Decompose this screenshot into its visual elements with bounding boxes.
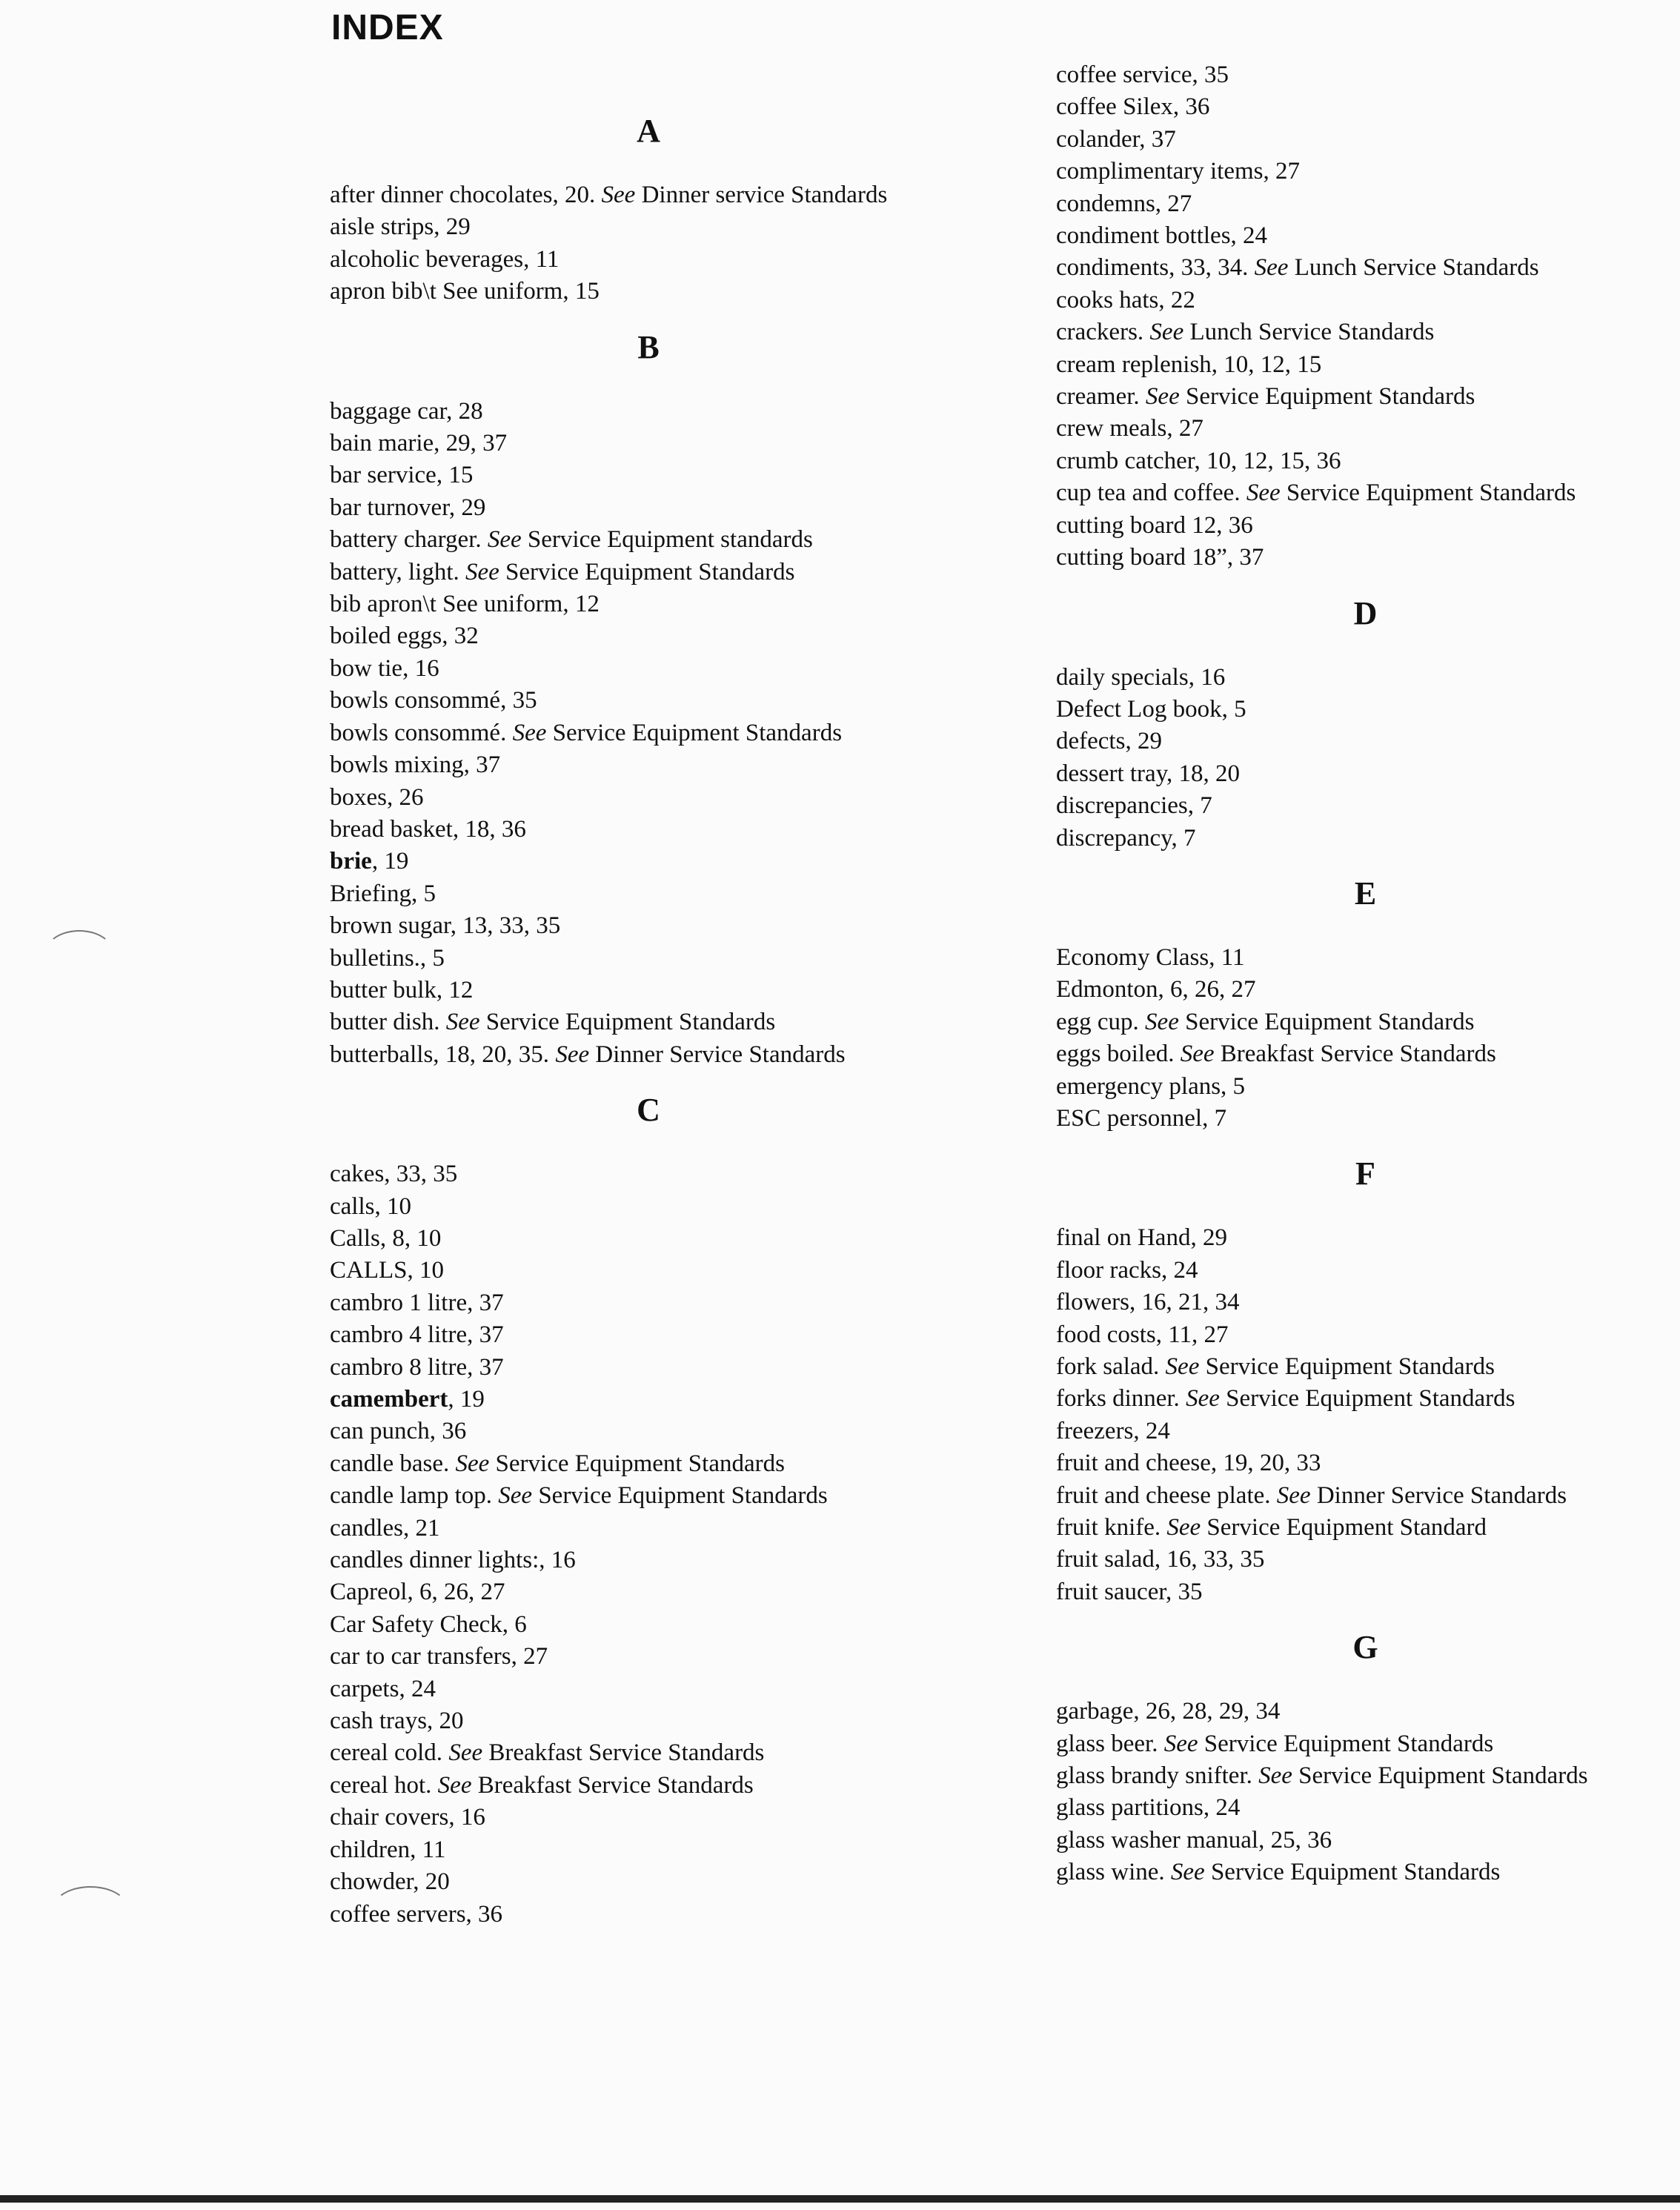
entry-text: glass washer manual, 25, 36 [1056,1826,1332,1854]
index-entry [1056,1103,1675,1135]
index-entry [1056,188,1675,220]
index-entry [1056,1416,1675,1447]
index-entry [330,1287,967,1319]
index-entry [330,276,967,308]
entry-text: crew meals, 27 [1056,415,1203,442]
index-entry [330,943,967,975]
entry-text: bow tie, 16 [330,654,439,682]
index-entry [330,211,967,243]
entry-text: bowls consommé, 35 [330,687,537,714]
entry-text: candle lamp top. [330,1482,499,1510]
entry-text: garbage, 26, 28, 29, 34 [1056,1698,1281,1725]
index-entry [1056,1447,1675,1479]
index-entry [330,179,967,211]
index-entry [330,1899,967,1931]
entry-text: carpets, 24 [330,1675,436,1702]
reference-target: Service Equipment Standards [499,558,795,585]
entry-text: glass brandy snifter. [1056,1762,1259,1790]
index-entry [330,244,967,276]
reference-target: Service Equipment Standards [1198,1730,1494,1757]
entry-text: freezers, 24 [1056,1417,1170,1444]
reference-target: Service Equipment Standards [1179,383,1475,411]
entry-text: forks dinner. [1056,1385,1186,1413]
index-entry [330,1609,967,1641]
entry-text: Edmonton, 6, 26, 27 [1056,976,1256,1003]
see-reference: See [555,1041,590,1068]
index-entry [1056,942,1675,974]
entry-text: cambro 1 litre, 37 [330,1289,504,1316]
entry-text: aisle strips, 29 [330,213,471,241]
entry-text: bain marie, 29, 37 [330,430,508,457]
section-letter: F [1355,1155,1375,1192]
entry-text: discrepancy, 7 [1056,824,1196,852]
index-entry [330,396,967,428]
index-entry [1056,1696,1675,1728]
see-reference: See [448,1739,483,1767]
index-entry [330,1513,967,1544]
reference-target: Lunch Service Standards [1288,254,1539,282]
entry-text: coffee service, 35 [1056,62,1229,88]
entry-text: fruit and cheese, 19, 20, 33 [1056,1450,1321,1477]
entry-text: CALLS, 10 [330,1257,445,1284]
entry-text: fruit saucer, 35 [1056,1578,1203,1605]
entry-text: fork salad. [1056,1353,1166,1380]
entry-text: glass beer. [1056,1730,1164,1757]
entry-text: boxes, 26 [330,783,424,811]
index-entry [330,1834,967,1866]
entry-term-bold: camembert [330,1386,448,1413]
entry-text: alcoholic beverages, 11 [330,245,560,273]
section-letter: D [1353,594,1378,631]
entry-text: after dinner chocolates, 20. [330,182,602,208]
index-entry [1056,1512,1675,1544]
entry-text: coffee Silex, 36 [1056,93,1210,121]
see-reference: See [1180,1041,1215,1068]
entry-text: bar turnover, 29 [330,494,486,521]
entry-text: calls, 10 [330,1192,411,1220]
index-entry [330,1641,967,1673]
reference-target: Service Equipment Standards [489,1450,785,1477]
index-entry [330,975,967,1006]
index-entry [1056,124,1675,156]
entry-text: cereal hot. [330,1771,438,1799]
entry-text: bar service, 15 [330,462,474,489]
see-reference: See [498,1482,533,1510]
index-entry [330,685,967,717]
entry-text: chair covers, 16 [330,1804,485,1831]
entry-text: cup tea and coffee. [1056,480,1246,507]
entry-text: chowder, 20 [330,1868,450,1896]
index-entry [1056,220,1675,252]
index-entry [1056,285,1675,316]
entry-text: Car Safety Check, 6 [330,1610,527,1638]
entry-text: butter dish. [330,1009,446,1036]
index-entry [330,878,967,910]
entry-text: condemns, 27 [1056,190,1192,217]
reference-target: Service Equipment Standards [1280,480,1576,507]
index-entry [1056,156,1675,188]
entry-text: final on Hand, 29 [1056,1224,1227,1252]
index-entry [1056,974,1675,1006]
index-entry [330,1866,967,1898]
index-entry [330,1705,967,1737]
index-entry [330,1319,967,1351]
reference-target: Breakfast Service Standards [482,1739,765,1767]
index-entry [330,1802,967,1834]
index-entry [330,524,967,556]
see-reference: See [1145,1008,1179,1035]
see-reference: See [1145,383,1180,411]
index-entry [330,1770,967,1802]
entry-text: dessert tray, 18, 20 [1056,760,1241,787]
entry-text: boiled eggs, 32 [330,623,479,650]
index-entry [1056,1287,1675,1318]
entry-text: bib apron\t See uniform, 12 [330,591,600,618]
see-reference: See [1163,1730,1198,1757]
reference-target: Service Equipment Standards [1292,1762,1588,1790]
index-entry [330,1544,967,1576]
entry-text: cash trays, 20 [330,1708,464,1735]
see-reference: See [1246,480,1281,507]
entry-text: creamer. [1056,383,1146,411]
section-letter: G [1352,1629,1378,1666]
index-entry [330,1223,967,1255]
entry-text: baggage car, 28 [330,397,483,425]
entry-text: crackers. [1056,319,1150,346]
entry-text: , 19 [371,848,409,875]
index-entry [1056,1825,1675,1856]
index-entry [1056,662,1675,694]
entry-term-bold: brie [330,848,372,875]
entry-text: battery, light. [330,558,465,585]
index-entry [330,1384,967,1416]
section-letter: E [1354,875,1377,912]
index-entry [1056,1351,1675,1383]
entry-text: candles, 21 [330,1514,440,1542]
reference-target: Service Equipment Standards [1178,1008,1475,1035]
index-entry [1056,823,1675,855]
index-entry [1056,1856,1675,1888]
index-entry [330,846,967,877]
index-entry [1056,1480,1675,1512]
entry-text: brown sugar, 13, 33, 35 [330,912,561,940]
entry-text: Defect Log book, 5 [1056,695,1246,723]
index-entry [1056,1038,1675,1070]
entry-text: , 19 [448,1386,485,1413]
index-entry [1056,1760,1675,1792]
entry-text: fruit salad, 16, 33, 35 [1056,1546,1265,1573]
entry-text: cream replenish, 10, 12, 15 [1056,351,1322,378]
entry-text: battery charger. [330,526,488,554]
entry-text: floor racks, 24 [1056,1256,1198,1284]
index-entry [1056,1071,1675,1103]
index-entry [1056,1319,1675,1351]
entry-text: Economy Class, 11 [1056,943,1245,971]
reference-target: Service Equipment Standard [1201,1514,1487,1542]
entry-text: condiments, 33, 34. [1056,254,1255,282]
entry-text: car to car transfers, 27 [330,1643,548,1670]
index-entry [330,1480,967,1512]
entry-text: discrepancies, 7 [1056,792,1212,820]
entry-text: food costs, 11, 27 [1056,1321,1229,1348]
entry-text: cutting board 12, 36 [1056,511,1253,539]
entry-text: Capreol, 6, 26, 27 [330,1579,505,1606]
index-entry [330,557,967,588]
section-letter: A [637,113,660,149]
index-entry [330,1255,967,1287]
index-column-left [330,102,967,1931]
index-entry [1056,445,1675,477]
index-entry [1056,91,1675,123]
entry-text: fruit knife. [1056,1514,1167,1542]
reference-target: Service Equipment standards [521,526,813,554]
entry-text: defects, 29 [1056,728,1162,755]
entry-text: apron bib\t See uniform, 15 [330,278,600,305]
index-entry [330,1737,967,1769]
entry-text: candles dinner lights:, 16 [330,1547,576,1574]
entry-text: children, 11 [330,1836,446,1863]
entry-text: cambro 8 litre, 37 [330,1353,504,1381]
page-title: INDEX [331,8,444,47]
see-reference: See [1166,1514,1201,1542]
reference-target: Service Equipment Standards [479,1009,776,1036]
index-entry [1056,252,1675,284]
entry-text: butter bulk, 12 [330,976,474,1003]
index-entry [1056,316,1675,348]
index-entry [1056,510,1675,542]
see-reference: See [1165,1353,1200,1380]
index-entry [1056,1222,1675,1254]
index-entry [1056,1383,1675,1415]
see-reference: See [1170,1859,1205,1886]
index-entry [330,749,967,781]
entry-text: flowers, 16, 21, 34 [1056,1289,1240,1316]
entry-text: emergency plans, 5 [1056,1072,1246,1100]
index-entry [330,814,967,846]
index-entry [1056,1255,1675,1287]
entry-text: candle base. [330,1450,456,1477]
entry-text: eggs boiled. [1056,1041,1181,1068]
reference-target: Service Equipment Standards [1199,1353,1495,1380]
index-entry [330,1416,967,1447]
index-entry [330,717,967,749]
reference-target: Service Equipment Standards [532,1482,828,1510]
reference-target: Dinner service Standards [635,182,888,208]
index-entry [330,1352,967,1384]
index-entry [330,653,967,685]
index-entry [330,428,967,459]
entry-text: glass partitions, 24 [1056,1794,1241,1822]
see-reference: See [512,719,547,746]
reference-target: Breakfast Service Standards [1214,1041,1496,1068]
index-entry [1056,381,1675,413]
entry-text: cambro 4 litre, 37 [330,1321,504,1349]
index-entry [1056,1544,1675,1576]
entry-text: Calls, 8, 10 [330,1224,442,1252]
reference-target: Service Equipment Standards [1219,1385,1515,1413]
index-entry [1056,726,1675,757]
index-entry [330,910,967,942]
index-entry [330,492,967,524]
entry-text: fruit and cheese plate. [1056,1481,1277,1509]
index-entry [330,1576,967,1608]
index-entry [1056,1728,1675,1760]
entry-text: egg cup. [1056,1008,1146,1035]
index-entry [330,782,967,814]
index-entry [330,620,967,652]
index-entry [1056,758,1675,790]
entry-text: can punch, 36 [330,1418,467,1445]
index-entry [330,1039,967,1071]
index-entry [1056,1576,1675,1608]
entry-text: bread basket, 18, 36 [330,815,526,843]
see-reference: See [465,558,499,585]
section-letter: B [637,328,660,365]
reference-target: Service Equipment Standards [1204,1859,1501,1886]
entry-text: condiment bottles, 24 [1056,222,1268,250]
see-reference: See [1186,1385,1220,1413]
see-reference: See [1149,319,1184,346]
see-reference: See [487,526,522,554]
reference-target: Service Equipment Standards [546,719,843,746]
entry-text: colander, 37 [1056,125,1176,153]
entry-text: bulletins., 5 [330,944,445,972]
entry-text: coffee servers, 36 [330,1900,503,1928]
index-entry [330,1158,967,1190]
entry-text: bowls consommé. [330,719,513,746]
punch-hole-mark [52,1886,129,1934]
index-entry [330,1448,967,1480]
entry-text: butterballs, 18, 20, 35. [330,1041,556,1068]
entry-text: Briefing, 5 [330,880,436,907]
index-column-right [1056,59,1675,1889]
section-letter: C [637,1092,660,1129]
see-reference: See [1254,254,1289,282]
punch-hole-mark [44,930,114,978]
reference-target: Breakfast Service Standards [471,1771,754,1799]
entry-text: complimentary items, 27 [1056,158,1301,185]
entry-text: bowls mixing, 37 [330,751,501,779]
index-entry [1056,349,1675,381]
reference-target: Dinner Service Standards [1310,1481,1567,1509]
see-reference: See [445,1009,480,1036]
page-edge-rule [0,2195,1680,2203]
index-entry [330,1191,967,1223]
index-entry [330,588,967,620]
entry-text: cereal cold. [330,1739,449,1767]
index-entry [1056,1792,1675,1824]
index-entry [330,1673,967,1705]
entry-text: ESC personnel, 7 [1056,1104,1227,1132]
index-entry [330,1006,967,1038]
reference-target: Dinner Service Standards [589,1041,846,1068]
reference-target: Lunch Service Standards [1183,319,1435,346]
see-reference: See [1258,1762,1292,1790]
entry-text: crumb catcher, 10, 12, 15, 36 [1056,447,1341,474]
see-reference: See [1276,1481,1311,1509]
entry-text: daily specials, 16 [1056,663,1226,691]
index-entry [1056,413,1675,445]
index-entry [1056,790,1675,822]
entry-text: glass wine. [1056,1859,1171,1886]
index-entry [1056,694,1675,726]
index-entry [330,459,967,491]
entry-text: cakes, 33, 35 [330,1161,458,1188]
entry-text: cooks hats, 22 [1056,286,1195,313]
see-reference: See [437,1771,472,1799]
index-entry [1056,59,1675,91]
see-reference: See [455,1450,490,1477]
entry-text: cutting board 18”, 37 [1056,544,1264,571]
index-entry [1056,477,1675,509]
index-entry [1056,542,1675,574]
index-entry [1056,1006,1675,1038]
see-reference: See [601,182,636,208]
